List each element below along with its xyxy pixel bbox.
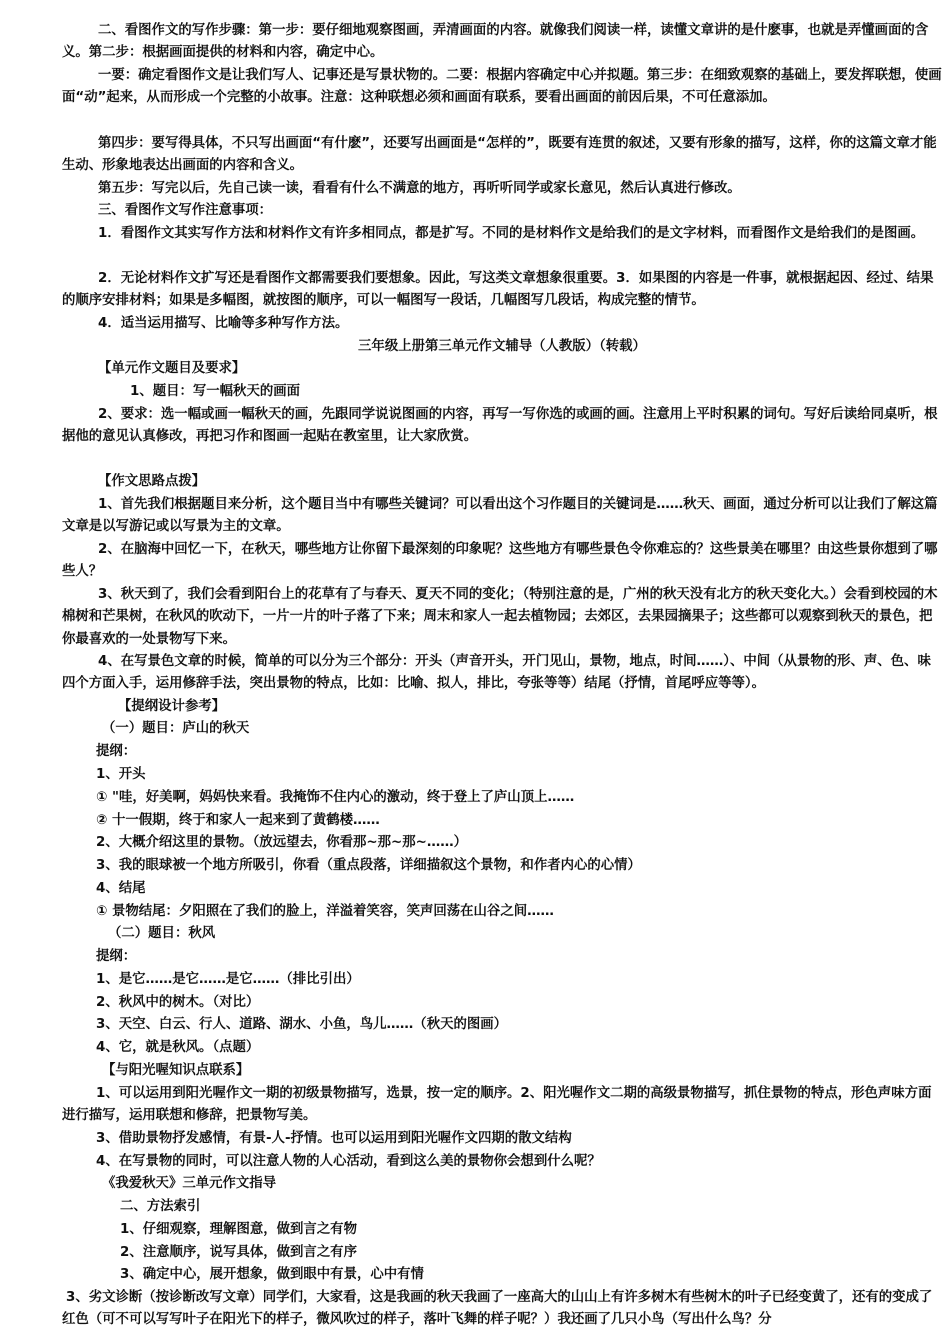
paragraph-21: ① "哇，好美啊，妈妈快来看。我掩饰不住内心的激动，终于登上了庐山顶上…… bbox=[96, 790, 575, 805]
paragraph-26: ① 景物结尾：夕阳照在了我们的脸上，洋溢着笑容，笑声回荡在山谷之间…… bbox=[96, 904, 554, 919]
paragraph-39: 1、仔细观察，理解图意，做到言之有物 bbox=[120, 1222, 357, 1237]
paragraph-8: 三年级上册第三单元作文辅导（人教版）（转载） bbox=[358, 339, 646, 354]
paragraph-11: 2、要求：选一幅或画一幅秋天的画，先跟同学说说图画的内容，再写一写你选的或画的画。注意用上平时积累的词句。写好后读给同桌听，根据他的意见认真修改，再把习作和图画一起贴在教室里，让大家欣赏。 bbox=[62, 407, 938, 445]
paragraph-10: 1、题目：写一幅秋天的画面 bbox=[130, 384, 301, 399]
paragraph-12: 【作文思路点拨】 bbox=[98, 474, 206, 489]
paragraph-1: 一要：确定看图作文是让我们写人、记事还是写景状物的。二要：根据内容确定中心并拟题。第三步：在细致观察的基础上，要发挥联想，使画面“动”起来，从而形成一个完整的小故事。注意：这种联想必须和画面有联系，要看出画面的前因后果，不可任意添加。 bbox=[62, 68, 942, 106]
paragraph-9: 【单元作文题目及要求】 bbox=[98, 361, 246, 376]
paragraph-0: 二、看图作文的写作步骤：第一步：要仔细地观察图画，弄清画面的内容。就像我们阅读一样，读懂文章讲的是什麽事，也就是弄懂画面的含义。第二步：根据画面提供的材料和内容，确定中心。 bbox=[62, 23, 929, 61]
paragraph-40: 2、注意顺序，说写具体，做到言之有序 bbox=[120, 1245, 357, 1260]
paragraph-6: 2．无论材料作文扩写还是看图作文都需要我们要想象。因此，写这类文章想象很重要。3．如果图的内容是一件事，就根据起因、经过、结果的顺序安排材料；如果是多幅图，就按图的顺序，可以一幅图写一段话，几幅图写几段话，构成完整的情节。 bbox=[62, 271, 934, 309]
paragraph-20: 1、开头 bbox=[96, 767, 146, 782]
paragraph-29: 1、是它……是它……是它……（排比引出） bbox=[96, 972, 360, 987]
paragraph-14: 2、在脑海中回忆一下，在秋天，哪些地方让你留下最深刻的印象呢？这些地方有哪些景色令你难忘的？这些景美在哪里？由这些景你想到了哪些人？ bbox=[62, 542, 938, 580]
paragraph-41: 3、确定中心，展开想象，做到眼中有景，心中有情 bbox=[120, 1267, 424, 1282]
paragraph-31: 3、天空、白云、行人、道路、湖水、小鱼，鸟儿……（秋天的图画） bbox=[96, 1017, 508, 1032]
paragraph-13: 1、首先我们根据题目来分析，这个题目当中有哪些关键词？可以看出这个习作题目的关键词是……秋天、画面，通过分析可以让我们了解这篇文章是以写游记或以写景为主的文章。 bbox=[62, 497, 938, 535]
paragraph-2: 第四步：要写得具体，不只写出画面“有什麽”，还要写出画面是“怎样的”，既要有连贯的叙述，又要有形象的描写，这样，你的这篇文章才能生动、形象地表达出画面的内容和含义。 bbox=[62, 136, 937, 174]
paragraph-24: 3、我的眼球被一个地方所吸引，你看（重点段落，详细描叙这个景物，和作者内心的心情） bbox=[96, 858, 641, 873]
paragraph-36: 4、在写景物的同时，可以注意人物的人心活动，看到这么美的景物你会想到什么呢？ bbox=[96, 1154, 601, 1169]
paragraph-19: 提纲： bbox=[96, 744, 137, 759]
paragraph-23: 2、大概介绍这里的景物。（放远望去，你看那~那~那~……） bbox=[96, 835, 468, 850]
paragraph-34: 1、可以运用到阳光喔作文一期的初级景物描写，选景，按一定的顺序。2、阳光喔作文二期的高级景物描写，抓住景物的特点，形色声味方面进行描写，运用联想和修辞，把景物写美。 bbox=[62, 1086, 932, 1124]
paragraph-27: （二）题目：秋风 bbox=[108, 926, 216, 941]
paragraph-38: 二、方法索引 bbox=[120, 1199, 201, 1214]
paragraph-18: （一）题目：庐山的秋天 bbox=[102, 721, 250, 736]
paragraph-4: 三、看图作文写作注意事项： bbox=[98, 203, 273, 218]
paragraph-32: 4、它，就是秋风。（点题） bbox=[96, 1040, 260, 1055]
paragraph-28: 提纲： bbox=[96, 949, 137, 964]
paragraph-33: 【与阳光喔知识点联系】 bbox=[102, 1063, 250, 1078]
paragraph-7: 4．适当运用描写、比喻等多种写作方法。 bbox=[98, 316, 349, 331]
paragraph-37: 《我爱秋天》三单元作文指导 bbox=[102, 1176, 277, 1191]
paragraph-5: 1．看图作文其实写作方法和材料作文有许多相同点，都是扩写。不同的是材料作文是给我们的是文字材料，而看图作文是给我们的是图画。 bbox=[98, 226, 925, 241]
paragraph-16: 4、在写景色文章的时候，简单的可以分为三个部分：开头（声音开头，开门见山，景物，地点，时间……）、中间（从景物的形、声、色、味四个方面入手，运用修辞手法，突出景物的特点，比如：比喻、拟人，排比，夸张等等）结尾（抒情，首尾呼应等等）。 bbox=[62, 654, 931, 692]
paragraph-15: 3、秋天到了，我们会看到阳台上的花草有了与春天、夏天不同的变化；（特别注意的是，广州的秋天没有北方的秋天变化大。）会看到校园的木棉树和芒果树，在秋风的吹动下，一片一片的叶子落了下来；周末和家人一起去植物园；去郊区，去果园摘果子；这些都可以观察到秋天的景色，把你最喜欢的一处景物写下来。 bbox=[62, 587, 938, 647]
paragraph-30: 2、秋风中的树木。（对比） bbox=[96, 995, 260, 1010]
paragraph-17: 【提纲设计参考】 bbox=[118, 699, 226, 714]
paragraph-22: ② 十一假期，终于和家人一起来到了黄鹤楼…… bbox=[96, 813, 380, 828]
paragraph-3: 第五步：写完以后，先自己读一读，看看有什么不满意的地方，再听听同学或家长意见，然后认真进行修改。 bbox=[98, 181, 741, 196]
paragraph-42: 3、劣文诊断（按诊断改写文章）同学们，大家看，这是我画的秋天我画了一座高大的山山上有许多树木有些树木的叶子已经变黄了，还有的变成了红色（可不可以写写叶子在阳光下的样子，微风吹过的样子，落叶飞舞的样子呢？）我还画了几只小鸟（写出什么鸟？分 bbox=[62, 1290, 933, 1328]
paragraph-35: 3、借助景物抒发感情，有景-人-抒情。也可以运用到阳光喔作文四期的散文结构 bbox=[96, 1131, 572, 1146]
paragraph-25: 4、结尾 bbox=[96, 881, 146, 896]
